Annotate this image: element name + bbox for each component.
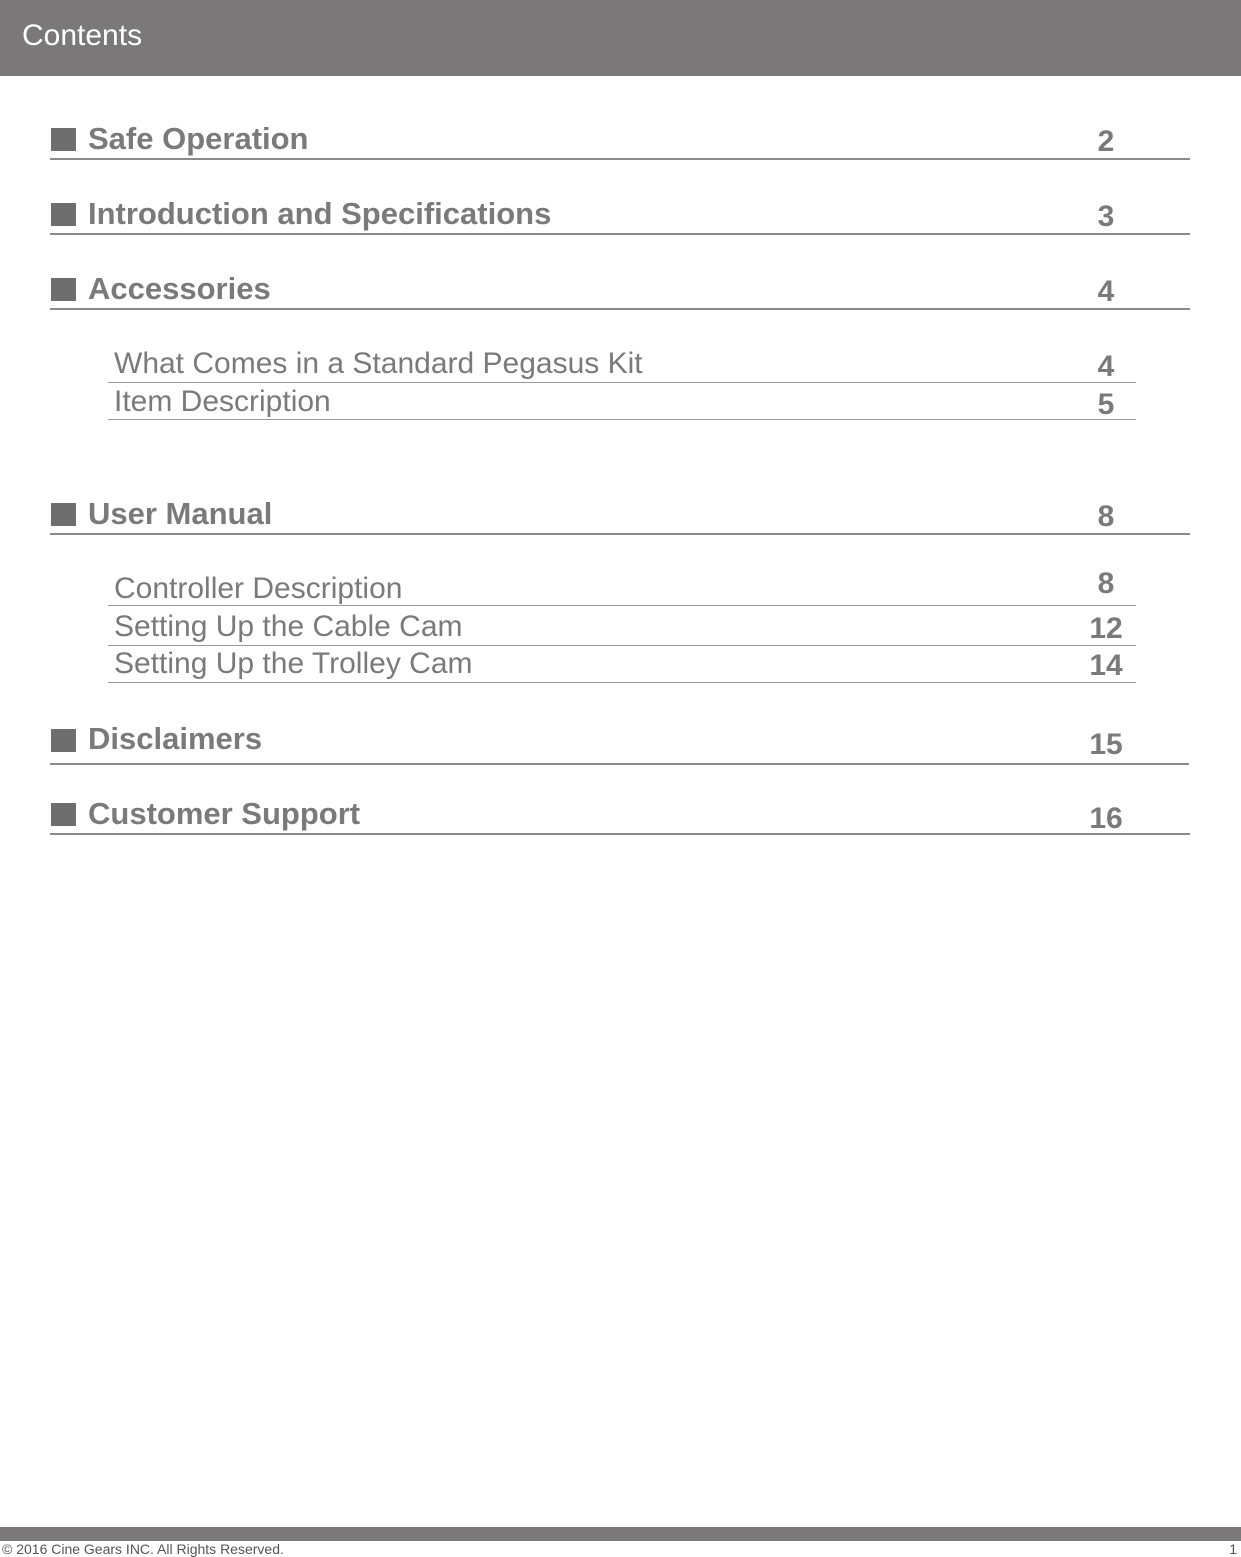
toc-entry-page[interactable]: 16 (1089, 802, 1123, 835)
section-marker-icon (51, 203, 76, 226)
toc-entry-label[interactable]: User Manual (88, 496, 273, 531)
toc-entry-page[interactable]: 4 (1097, 275, 1115, 308)
toc-entry-label[interactable]: Safe Operation (88, 121, 309, 156)
toc-entry-label[interactable]: Disclaimers (88, 721, 263, 756)
section-marker-icon (51, 503, 76, 526)
footer-page-number: 1 (1229, 1541, 1237, 1557)
divider (108, 419, 1136, 420)
divider (50, 158, 1190, 160)
toc-subentry-page[interactable]: 12 (1089, 612, 1123, 645)
toc-entry-page[interactable]: 8 (1097, 500, 1115, 533)
section-marker-icon (51, 729, 76, 752)
divider (50, 308, 1190, 310)
toc-subentry-label[interactable]: Item Description (114, 385, 331, 418)
footer-copyright: © 2016 Cine Gears INC. All Rights Reserved. (2, 1541, 284, 1557)
toc-subentry-label[interactable]: What Comes in a Standard Pegasus Kit (114, 347, 643, 380)
toc-subentry-page[interactable]: 8 (1097, 567, 1115, 600)
toc-entry-label[interactable]: Introduction and Specifications (88, 196, 552, 231)
toc-entry-label[interactable]: Accessories (88, 271, 271, 306)
section-marker-icon (51, 128, 76, 151)
section-marker-icon (51, 803, 76, 826)
toc-entry-page[interactable]: 3 (1097, 200, 1115, 233)
toc-subentry-label[interactable]: Setting Up the Trolley Cam (114, 647, 473, 680)
divider (108, 682, 1136, 683)
toc-entry-page[interactable]: 2 (1097, 125, 1115, 158)
toc-subentry-page[interactable]: 4 (1097, 350, 1115, 383)
divider (50, 233, 1190, 235)
footer-bar (0, 1527, 1241, 1541)
toc-entry-label[interactable]: Customer Support (88, 796, 361, 831)
section-marker-icon (51, 278, 76, 301)
toc-subentry-page[interactable]: 5 (1097, 388, 1115, 421)
divider (108, 605, 1136, 606)
toc-subentry-label[interactable]: Setting Up the Cable Cam (114, 610, 463, 643)
divider (50, 833, 1190, 835)
page-title: Contents (22, 19, 143, 52)
toc-subentry-page[interactable]: 14 (1089, 649, 1123, 682)
toc-entry-page[interactable]: 15 (1089, 728, 1123, 761)
divider (50, 533, 1190, 535)
toc-subentry-label[interactable]: Controller Description (114, 572, 403, 605)
divider (50, 763, 1189, 765)
divider (108, 382, 1136, 383)
header-bar (0, 0, 1241, 76)
